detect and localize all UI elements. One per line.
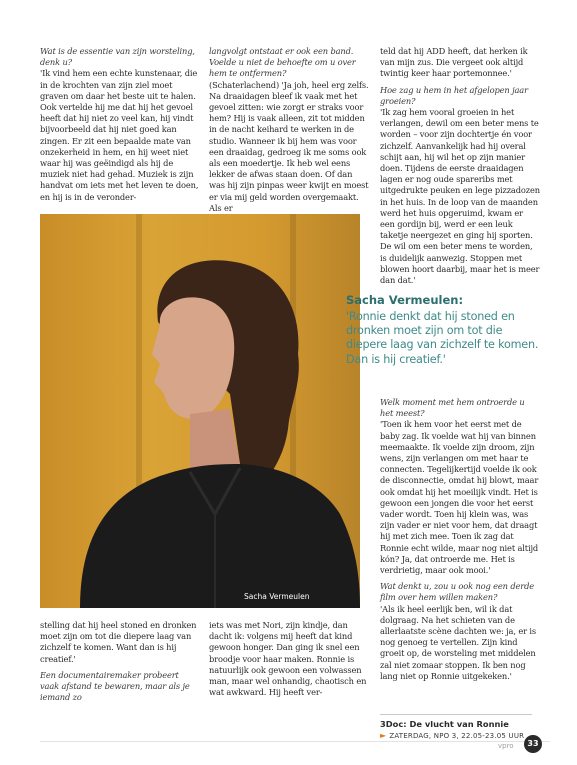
answer: 'Ik vind hem een echte kunstenaar, die in de krochten van zijn ziel moet graven om daar het beste uit te halen. Ook vertelde hij me dat hij het gevoel heeft dat hij niet zo veel kan, hij vindt bijvoorbeeld dat hij niet goed kan zingen. Er zit een bepaalde mate van onzekerheid in hem, en hij weet niet waar hij was geëindigd als hij de muziek niet had gehad. Muziek is zijn handvat om iets met het leven te doen, en hij is in de veronder- (40, 68, 199, 202)
answer: (Schaterlachend) 'Ja joh, heel erg zelfs. Na draaidagen bleef ik vaak met het gevoel zitten: wie zorgt er straks voor hem? Hij is vaak alleen, zit tot midden in de nacht keihard te werken in de studio. Wanneer ik bij hem was voor een draaidag, gedroeg ik me soms ook als een moedertje. Ik heb wel eens lekker de afwas staan doen. Of dan was hij zijn pinpas weer kwijt en moest er via mij geld worden overgemaakt. Als er (209, 79, 369, 213)
broadcast-time: ► ZATERDAG, NPO 3, 22.05-23.05 UUR (380, 731, 525, 740)
column-1-top (40, 46, 200, 203)
question: Wat denkt u, zou u ook nog een derde film over hem willen maken? (380, 581, 534, 603)
footer-rule (40, 741, 550, 742)
column-2-top (209, 46, 369, 214)
question: Wat is de essentie van zijn worsteling, denk u? (40, 46, 195, 68)
column-1-bottom (40, 620, 200, 703)
question: Welk moment met hem ontroerde u het meest? (380, 397, 525, 419)
broadcast-info (380, 714, 532, 740)
question: Hoe zag u hem in het afgelopen jaar groeien? (380, 84, 528, 106)
answer: 'Toen ik hem voor het eerst met de baby zag. Ik voelde wat hij van binnen meemaakte. Ik voelde zijn droom, zijn wens, zijn verlangen om met haar te connecten. Tegelijkertijd voelde ik ook de disconnectie, omdat hij blowt, maar ook omdat hij het moeilijk vindt. Het is gewoon een jongen die voor het eerst vader wordt. Toen hij klein was, was zijn vader er niet voor hem, dat draagt hij met zich mee. Toen ik zag dat Ronnie echt wilde, maar nog niet altijd kón? Ja, dat ontroerde me. Het is verdrietig, maar ook mooi.' (380, 419, 539, 576)
program-title: 3Doc: De vlucht van Ronnie (380, 719, 509, 729)
column-2-bottom (209, 620, 369, 698)
answer: teld dat hij ADD heeft, dat herken ik van mijn zus. Die vergeet ook altijd twintig keer haar portemonnee.' (380, 46, 528, 79)
answer: 'Ik zag hem vooral groeien in het verlangen, dewil om een beter mens te worden – voor zijn dochtertje én voor zichzelf. Aanvankelijk had hij overal schijt aan, hij wil het op zijn manier doen. Tijdens de eerste draaidagen lagen er nog oude spareribs met uitgedrukte peuken en lege pizzadozen in het huis. In de loop van de maanden werd het huis opgeruimd, kwam er een gordijn bij, werd er een leuk taketje neergezet en ging hij sporten. De wil om een beter mens te worden, is duidelijk aanwezig. Stoppen met blowen hoort daarbij, maar het is meer dan dat.' (380, 107, 540, 286)
quote-text: 'Ronnie denkt dat hij stoned en dronken moet zijn om tot die diepere laag van zichzelf te komen. Dan is hij creatief.' (346, 310, 539, 366)
quote-author: Sacha Vermeulen: (346, 293, 464, 307)
answer: stelling dat hij heel stoned en dronken moet zijn om tot die diepere laag van zichzelf te komen. Want dan is hij creatief.' (40, 620, 197, 664)
page-number: 33 (524, 735, 542, 753)
arrow-icon: ► (380, 731, 387, 740)
answer: 'Als ik heel eerlijk ben, wil ik dat dolgraag. Na het schieten van de allerlaatste scène dachten we: ja, er is nog genoeg te vertellen. Zijn kind groeit op, de worsteling met middelen zal niet zomaar stoppen. Ik ben nog lang niet op Ronnie uitgekeken.' (380, 603, 536, 681)
question: langvolgt ontstaat er ook een band. Voelde u niet de behoefte om u over hem te ontfermen? (209, 46, 356, 79)
question: Een documentairemaker probeert vaak afstand te bewaren, maar als je iemand zo (40, 669, 190, 703)
answer: iets was met Nori, zijn kindje, dan dacht ik: volgens mij heeft dat kind gewoon honger. Dan ging ik snel een broodje voor haar maken. Ronnie is natuurlijk ook gewoon een volwassen man, maar wel onhandig, chaotisch en wat awkward. Hij heeft ver- (209, 620, 367, 698)
column-3-top (380, 46, 540, 286)
pull-quote (346, 293, 546, 367)
portrait-figure (40, 214, 360, 608)
column-3-bottom (380, 397, 540, 682)
portrait-photo (40, 214, 360, 608)
brand-label: vpro (498, 742, 514, 750)
photo-caption: Sacha Vermeulen (244, 592, 310, 601)
